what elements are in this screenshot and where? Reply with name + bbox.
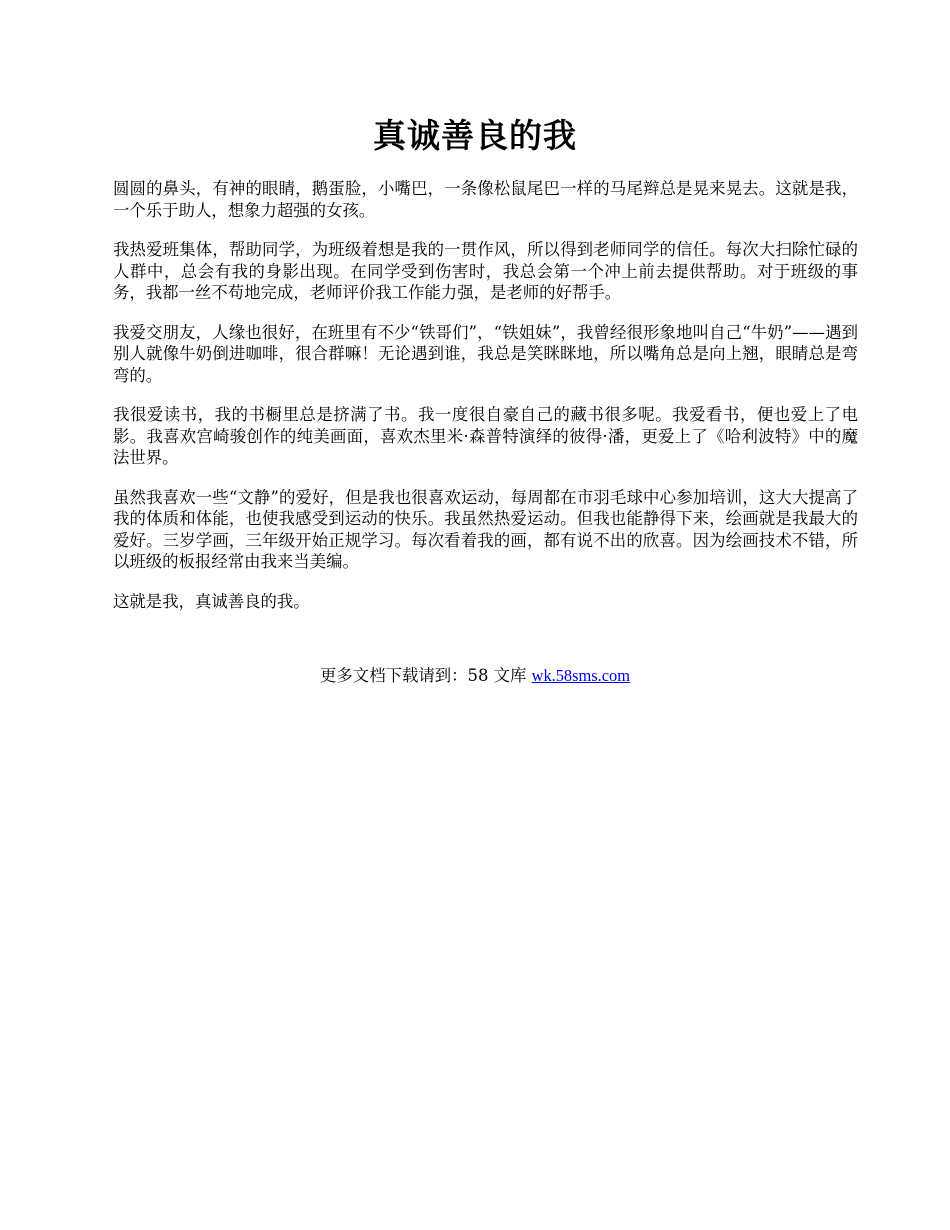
- download-site-link[interactable]: wk.58sms.com: [531, 666, 630, 685]
- document-title: 真诚善良的我: [373, 116, 577, 155]
- paragraph-reading: 我很爱读书，我的书橱里总是挤满了书。我一度很自豪自己的藏书很多呢。我爱看书，便也爱上了电影。我喜欢宫崎骏创作的纯美画面，喜欢杰里米·森普特演绎的彼得·潘，更爱上了《哈利波特》中的魔法世界。: [113, 405, 858, 467]
- paragraph-sports-drawing: 虽然我喜欢一些“文静”的爱好，但是我也很喜欢运动，每周都在市羽毛球中心参加培训，这大大提高了我的体质和体能，也使我感受到运动的快乐。我虽然热爱运动。但我也能静得下来，绘画就是我最大的爱好。三岁学画，三年级开始正规学习。每次看着我的画，都有说不出的欣喜。因为绘画技术不错，所以班级的板报经常由我来当美编。: [113, 487, 858, 571]
- paragraph-appearance: 圆圆的鼻头，有神的眼睛，鹅蛋脸，小嘴巴，一条像松鼠尾巴一样的马尾辫总是晃来晃去。这就是我，一个乐于助人，想象力超强的女孩。: [113, 179, 858, 220]
- paragraph-conclusion: 这就是我，真诚善良的我。: [113, 591, 310, 611]
- download-footer: [0, 664, 950, 688]
- paragraph-class-helper: 我热爱班集体，帮助同学，为班级着想是我的一贯作风，所以得到老师同学的信任。每次大扫除忙碌的人群中，总会有我的身影出现。在同学受到伤害时，我总会第一个冲上前去提供帮助。对于班级的事务，我都一丝不苟地完成，老师评价我工作能力强，是老师的好帮手。: [113, 240, 858, 302]
- footer-prefix-text: 更多文档下载请到：58 文库: [320, 666, 532, 685]
- paragraph-friends: 我爱交朋友，人缘也很好，在班里有不少“铁哥们”，“铁姐妹”，我曾经很形象地叫自己“牛奶”——遇到别人就像牛奶倒进咖啡，很合群嘛！无论遇到谁，我总是笑眯眯地，所以嘴角总是向上翘，眼睛总是弯弯的。: [113, 322, 858, 385]
- document-body: [113, 178, 858, 630]
